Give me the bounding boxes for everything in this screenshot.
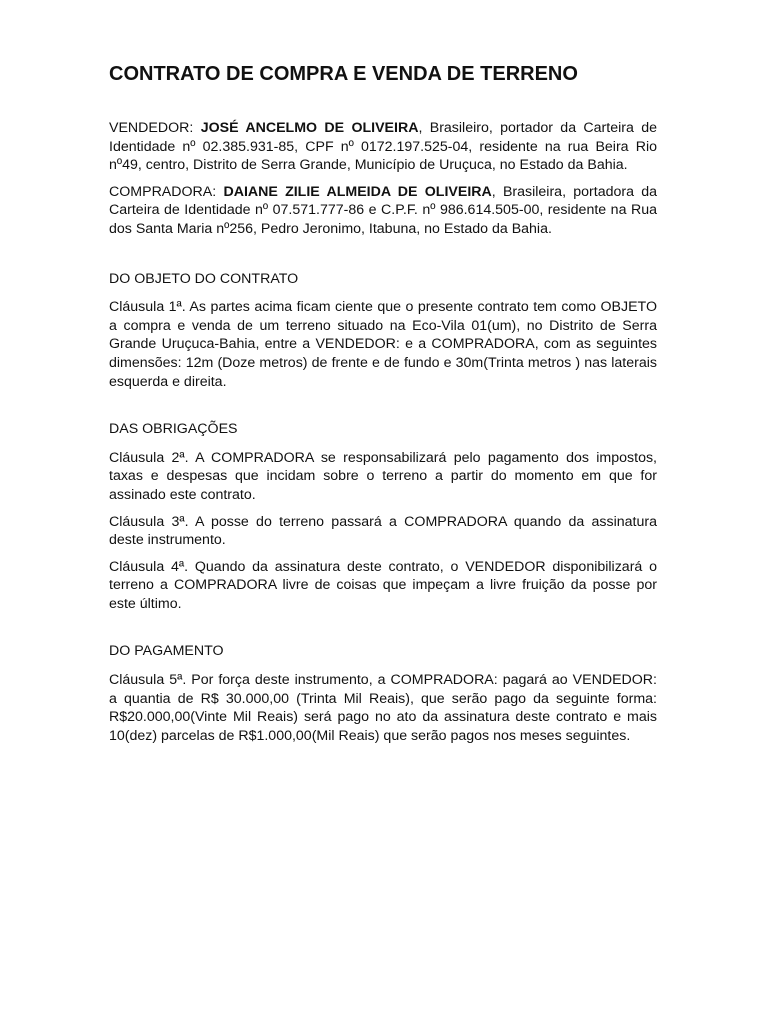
- seller-name: JOSÉ ANCELMO DE OLIVEIRA: [200, 120, 419, 136]
- seller-details: , Brasileiro, portador da Carteira de Identidade nº 02.385.931-85, CPF nº 0172.197.525-04, residente na rua Beira Rio nº49, centro, Distrito de Serra Grande, Município de Uruçuca, no Estado da Bahia.: [109, 120, 657, 174]
- buyer-paragraph: [109, 183, 657, 239]
- section-heading-payment: DO PAGAMENTO: [109, 643, 224, 660]
- seller-label: VENDEDOR:: [109, 120, 201, 136]
- clause-5: Cláusula 5ª. Por força deste instrumento, a COMPRADORA: pagará ao VENDEDOR: a quantia de R$ 30.000,00 (Trinta Mil Reais), que serão pago da seguinte forma: R$20.000,00(Vinte Mil Reais) será pago no ato da assinatura deste contrato e mais 10(dez) parcelas de R$1.000,00(Mil Reais) que serão pagos nos meses seguintes.: [109, 672, 657, 744]
- clause-2: Cláusula 2ª. A COMPRADORA se responsabilizará pelo pagamento dos impostos, taxas e despesas que incidam sobre o terreno a partir do momento em que for assinado este contrato.: [109, 449, 657, 503]
- buyer-name: DAIANE ZILIE ALMEIDA DE OLIVEIRA: [223, 183, 492, 200]
- clause-1: Cláusula 1ª. As partes acima ficam ciente que o presente contrato tem como OBJETO a compra e venda de um terreno situado na Eco-Vila 01(um), no Distrito de Serra Grande Uruçuca-Bahia, entre a VENDEDOR: e a COMPRADORA, com as seguintes dimensões: 12m (Doze metros) de frente e de fundo e 30m(Trinta metros ) nas laterais esquerda e direita.: [109, 299, 657, 390]
- document-title: CONTRATO DE COMPRA E VENDA DE TERRENO: [109, 63, 578, 85]
- seller-paragraph: [109, 119, 657, 175]
- section-heading-obligations: DAS OBRIGAÇÕES: [109, 421, 238, 438]
- clause-3: Cláusula 3ª. A posse do terreno passará a COMPRADORA quando da assinatura deste instrumento.: [109, 513, 657, 549]
- document-page: [109, 56, 657, 753]
- buyer-label: COMPRADORA:: [109, 183, 224, 200]
- buyer-details: , Brasileira, portadora da Carteira de Identidade nº 07.571.777-86 e C.P.F. nº 986.614.505-00, residente na Rua dos Santa Maria nº256, Pedro Jeronimo, Itabuna, no Estado da Bahia.: [109, 183, 658, 237]
- clause-4: Cláusula 4ª. Quando da assinatura deste contrato, o VENDEDOR disponibilizará o terreno a COMPRADORA livre de coisas que impeçam a livre fruição da posse por este último.: [109, 558, 657, 612]
- section-heading-object: DO OBJETO DO CONTRATO: [109, 270, 299, 287]
